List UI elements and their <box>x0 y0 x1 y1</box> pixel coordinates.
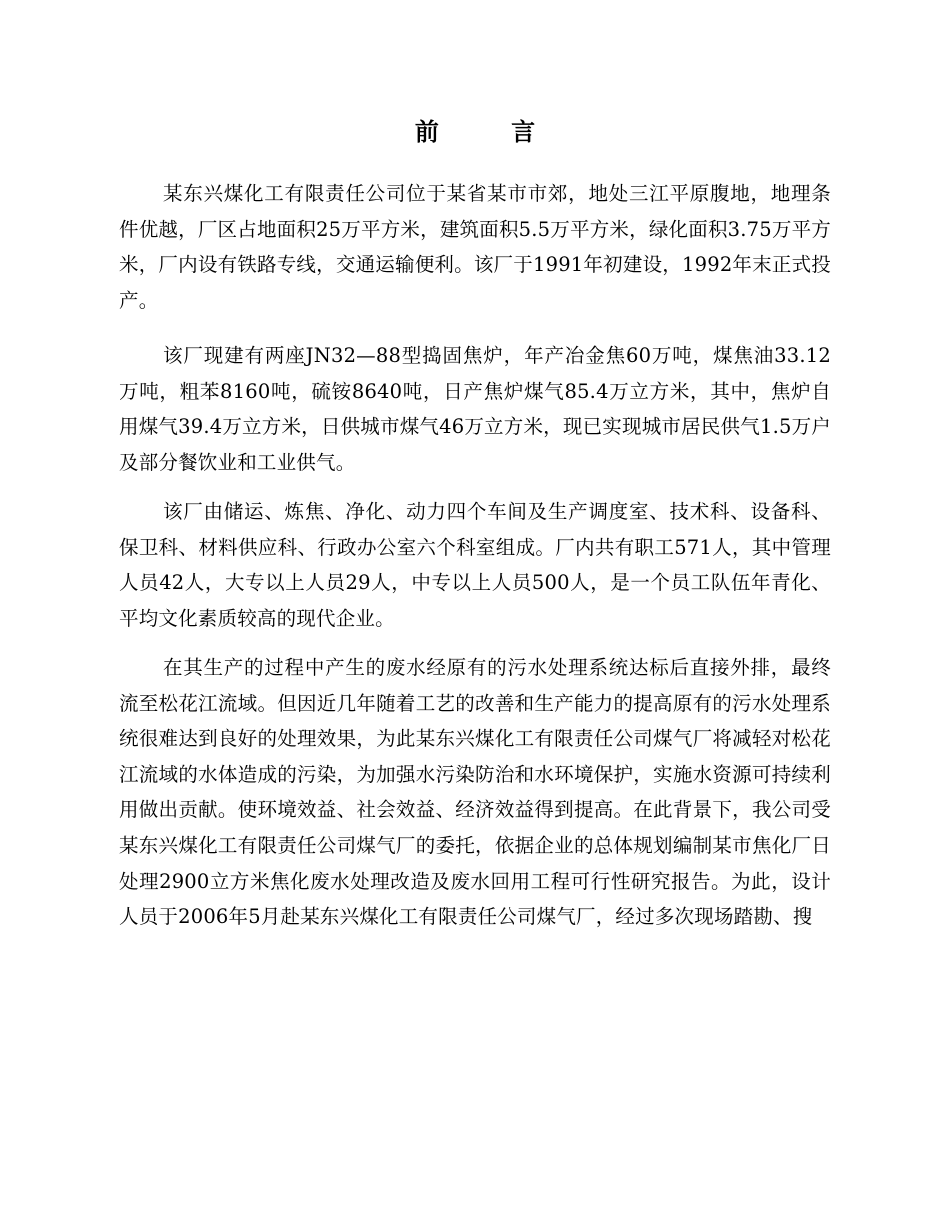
paragraph-production-capacity: 该厂现建有两座JN32—88型捣固焦炉，年产冶金焦60万吨，煤焦油33.12万吨，粗苯8160吨，硫铵8640吨，日产焦炉煤气85.4万立方米，其中，焦炉自用煤气39.4万立方米，日供城市煤气46万立方米，现已实现城市居民供气1.5万户及部分餐饮业和工业供气。 <box>119 344 831 474</box>
paragraph-organization: 该厂由储运、炼焦、净化、动力四个车间及生产调度室、技术科、设备科、保卫科、材料供应科、行政办公室六个科室组成。厂内共有职工571人，其中管理人员42人，大专以上人员29人，中专以上人员500人，是一个员工队伍年青化、平均文化素质较高的现代企业。 <box>119 500 831 630</box>
paragraph-company-overview: 某东兴煤化工有限责任公司位于某省某市市郊，地处三江平原腹地，地理条件优越，厂区占地面积25万平方米，建筑面积5.5万平方米，绿化面积3.75万平方米，厂内设有铁路专线，交通运输便利。该厂于1991年初建设，1992年末正式投产。 <box>119 182 831 312</box>
page-title: 前 言 <box>414 117 568 146</box>
paragraph-project-background: 在其生产的过程中产生的废水经原有的污水处理系统达标后直接外排，最终流至松花江流域。但因近几年随着工艺的改善和生产能力的提高原有的污水处理系统很难达到良好的处理效果，为此某东兴煤化工有限责任公司煤气厂将减轻对松花江流域的水体造成的污染，为加强水污染防治和水环境保护，实施水资源可持续利用做出贡献。使环境效益、社会效益、经济效益得到提高。在此背景下，我公司受某东兴煤化工有限责任公司煤气厂的委托，依据企业的总体规划编制某市焦化厂日处理2900立方米焦化废水处理改造及废水回用工程可行性研究报告。为此，设计人员于2006年5月赴某东兴煤化工有限责任公司煤气厂，经过多次现场踏勘、搜 <box>119 656 831 929</box>
